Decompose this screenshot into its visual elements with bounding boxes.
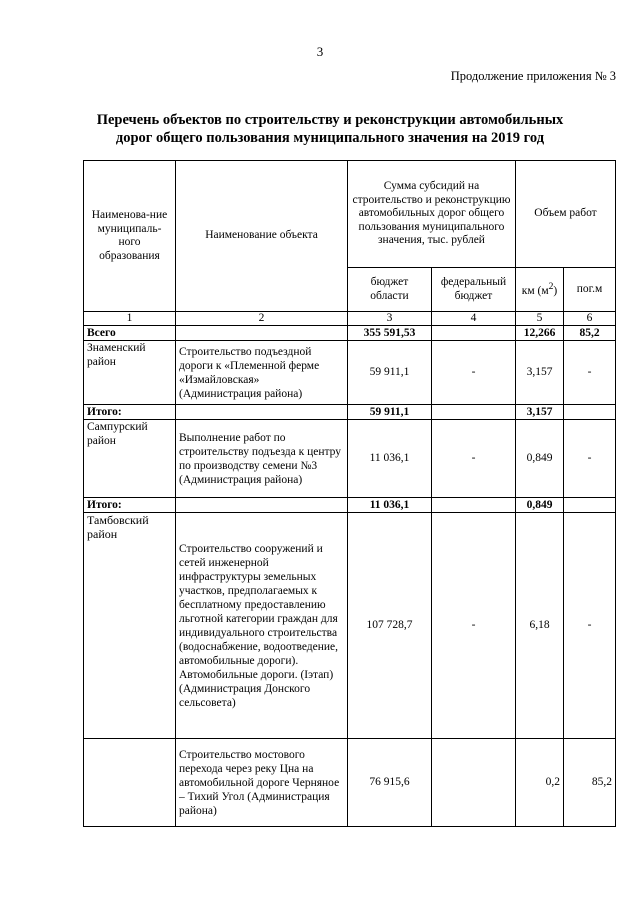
- object-cell: Строительство подъездной дороги к «Племенной ферме «Измайловская» (Администрация района): [176, 341, 348, 405]
- regional-budget-cell: 107 728,7: [348, 513, 432, 739]
- subtotal-label: Итого:: [84, 405, 176, 420]
- table-row: [84, 739, 616, 827]
- subtotal-km: 3,157: [516, 405, 564, 420]
- subtotal-row: [84, 405, 616, 420]
- object-cell: Выполнение работ по строительству подъезда к центру по производству семени №3 (Администрация района): [176, 420, 348, 498]
- header-regional-budget: бюджет области: [348, 268, 432, 312]
- subtotal-label: Итого:: [84, 498, 176, 513]
- grand-total-km: 12,266: [516, 326, 564, 341]
- header-object: Наименование объекта: [176, 161, 348, 312]
- appendix-note: Продолжение приложения № 3: [450, 69, 616, 83]
- municipality-cell: Знаменский район: [84, 341, 176, 405]
- header-km-close: ): [553, 285, 558, 298]
- running-m-cell: -: [564, 341, 616, 405]
- km-cell: 0,2: [516, 739, 564, 827]
- header-km: [516, 268, 564, 312]
- column-number: 1: [84, 312, 176, 326]
- objects-table: [83, 160, 616, 827]
- municipality-cell: Сампурский район: [84, 420, 176, 498]
- subtotal-row: [84, 498, 616, 513]
- header-km-sup: 2: [548, 281, 554, 293]
- federal-budget-cell: [432, 739, 516, 827]
- running-m-cell: 85,2: [564, 739, 616, 827]
- regional-budget-cell: 76 915,6: [348, 739, 432, 827]
- title-line-1: Перечень объектов по строительству и реконструкции автомобильных: [96, 112, 564, 128]
- column-number: 3: [348, 312, 432, 326]
- document-title: [60, 111, 600, 147]
- page-number: 3: [316, 44, 324, 59]
- grand-total-m: 85,2: [564, 326, 616, 341]
- header-municipality: Наименова-ние муниципаль-ного образования: [84, 161, 176, 312]
- grand-total-row: [84, 326, 616, 341]
- column-number: 2: [176, 312, 348, 326]
- subtotal-regional: 59 911,1: [348, 405, 432, 420]
- table-row: [84, 513, 616, 739]
- column-number: 6: [564, 312, 616, 326]
- object-cell: Строительство мостового перехода через реку Цна на автомобильной дороге Черняное – Тихий Угол (Администрация района): [176, 739, 348, 827]
- running-m-cell: -: [564, 513, 616, 739]
- municipality-cell: [84, 739, 176, 827]
- column-number: 5: [516, 312, 564, 326]
- regional-budget-cell: 11 036,1: [348, 420, 432, 498]
- header-federal-budget: федеральный бюджет: [432, 268, 516, 312]
- header-running-m: пог.м: [564, 268, 616, 312]
- subtotal-regional: 11 036,1: [348, 498, 432, 513]
- grand-total-label: Всего: [84, 326, 176, 341]
- regional-budget-cell: 59 911,1: [348, 341, 432, 405]
- header-volume: Объем работ: [516, 161, 616, 268]
- title-line-2: дорог общего пользования муниципального значения на 2019 год: [115, 130, 545, 146]
- grand-total-regional: 355 591,53: [348, 326, 432, 341]
- running-m-cell: -: [564, 420, 616, 498]
- municipality-cell: Тамбовский район: [84, 513, 176, 739]
- column-number: 4: [432, 312, 516, 326]
- federal-budget-cell: -: [432, 513, 516, 739]
- table-row: [84, 420, 616, 498]
- km-cell: 3,157: [516, 341, 564, 405]
- federal-budget-cell: -: [432, 420, 516, 498]
- km-cell: 0,849: [516, 420, 564, 498]
- subtotal-km: 0,849: [516, 498, 564, 513]
- km-cell: 6,18: [516, 513, 564, 739]
- object-cell: Строительство сооружений и сетей инженерной инфраструктуры земельных участков, предполагаемых к бесплатному предоставлению льготной категории граждан для индивидуального строительства (водоснабжение, водоотведение, автомобильные дороги). Автомобильные дороги. (Iэтап) (Администрация Донского сельсовета): [176, 513, 348, 739]
- federal-budget-cell: -: [432, 341, 516, 405]
- header-km-text: км (м: [521, 285, 549, 298]
- header-subsidy: Сумма субсидий на строительство и реконструкцию автомобильных дорог общего пользования муниципального значения, тыс. рублей: [348, 161, 516, 268]
- header-row-1: [84, 161, 616, 268]
- table-row: [84, 341, 616, 405]
- column-numbers-row: [84, 312, 616, 326]
